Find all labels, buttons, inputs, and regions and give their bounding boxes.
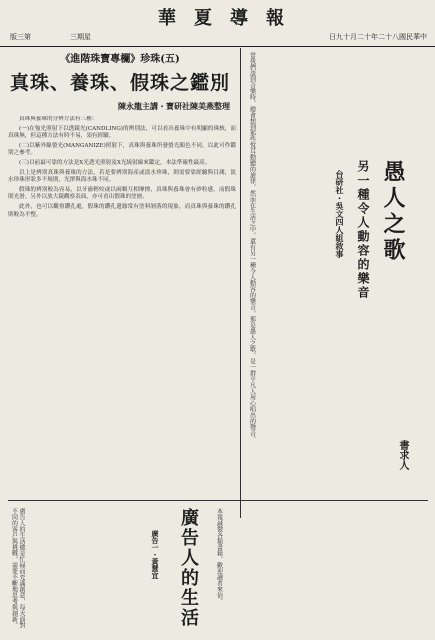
masthead-meta	[0, 30, 435, 44]
ad-column-body: 廣告人的生活總是忙碌而充滿創意，每天面對不同的客戶與挑戰，需要不斷地思考與創新。	[10, 508, 25, 628]
side-article-subtitle-block	[355, 160, 375, 340]
side-article-author-block	[335, 170, 351, 340]
small-box-title-block	[395, 440, 425, 490]
ad-column-author-block	[150, 530, 168, 630]
small-box-body: 本報誠徵各類書籍，歡迎讀者來信。	[215, 508, 223, 604]
article-paragraph: (二)以紫外線螢光(MANGANIZE)照射下，真珠與養珠所發螢光顏色不同，以此可作鑑別之參考。	[8, 142, 236, 157]
side-article-subtitle: 另一種令人動容的樂音	[356, 160, 370, 300]
masthead	[0, 0, 435, 47]
article-paragraph: 真珠與養珠的分辨方法有三種：	[19, 116, 98, 122]
ad-column-author: 廣告一・黃慧宜	[151, 530, 160, 579]
article-byline: 陳永龍主講・寶研社陳美燕整理	[118, 101, 230, 111]
article-paragraph: (三)目前最可靠的方法是X光透光照射及X光繞射線來鑑定，本法準確性最高。	[19, 159, 211, 166]
paper-name: 華夏導報	[158, 8, 302, 29]
issue-date: 日九十月二十年二十八國民華中	[329, 33, 427, 41]
side-article-author: 台研社・吳文四人組敘事	[335, 170, 345, 258]
ad-column-title: 廣告人的生活	[178, 508, 199, 628]
page-number: 版三第	[10, 33, 31, 41]
column-divider	[240, 48, 241, 518]
article-body	[8, 116, 236, 494]
article-paragraph: 此外，也可以觀察鑽孔處，假珠的鑽孔邊緣常有塗料剝落的現象，而真珠與養珠的鑽孔則較為平整。	[8, 203, 236, 218]
article-paragraph: (一)在強光照射下以透鏡光(CANDLING)的辨別法，可以看出養珠中有明顯的珠核，而真珠無，但這種方法有時不易，須有經驗。	[8, 125, 236, 140]
horizontal-divider	[8, 500, 428, 501]
side-article-title-block	[378, 160, 428, 330]
article-headline: 真珠、養珠、假珠之鑑別	[10, 72, 231, 94]
ad-column-title-block	[175, 508, 205, 628]
article-paragraph: 假珠的辨別較為容易，以牙齒輕咬或以兩顆互相摩擦，真珠與養珠會有砂粒感，而假珠則光滑。另外以放大鏡觀察表面，亦可看出假珠的塗層。	[8, 186, 236, 201]
article-paragraph: 以上是辨別真珠與養珠的方法，若是要辨別海產或淡水珍珠，則需要靠經驗與目測，淡水珍珠形狀多不規則，光澤與海水珠不同。	[8, 169, 236, 184]
weekday: 三期星	[70, 33, 91, 41]
column-series: 《進階珠寶專欄》珍珠(五)	[60, 54, 180, 65]
side-article-body: 當我們談到音樂時，總會想到那些悅耳動聽的旋律，然而在生活之中，還有另一種令人動容的樂音，那是愚人之歌，是一群平凡人用心唱出的聲音。	[248, 52, 256, 442]
small-box-title: 書求人	[397, 440, 408, 470]
side-article-title: 愚人之歌	[380, 160, 406, 264]
